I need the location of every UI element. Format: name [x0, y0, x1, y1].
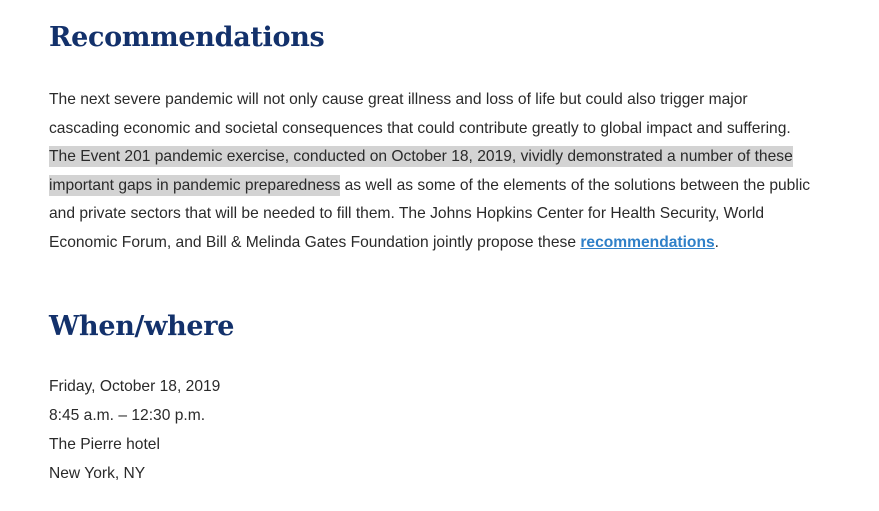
- recommendations-heading: Recommendations: [49, 22, 325, 53]
- recommendations-paragraph: [49, 86, 819, 258]
- event-date: Friday, October 18, 2019: [49, 378, 221, 395]
- paragraph-end-punctuation: .: [714, 233, 720, 251]
- highlighted-text: The Event 201 pandemic exercise, conducted on October 18, 2019, vividly demonstrated a number of these important gaps in pandemic preparedness: [49, 148, 793, 194]
- event-venue: The Pierre hotel: [49, 436, 160, 453]
- paragraph-continued-text: as well as some of the elements of the solutions between the public and private sectors that will be needed to fill them. The Johns Hopkins Center for Health Security, World Economic Forum, and Bill & Melinda Gates Foundation jointly propose these: [49, 176, 811, 251]
- paragraph-intro-text: The next severe pandemic will not only cause great illness and loss of life but could also trigger major cascading economic and societal consequences that could contribute greatly to global impact and suffering.: [49, 91, 791, 137]
- event-time: 8:45 a.m. – 12:30 p.m.: [49, 407, 206, 424]
- event-city: New York, NY: [49, 465, 146, 482]
- recommendations-link[interactable]: recommendations: [580, 233, 715, 251]
- when-where-heading: When/where: [49, 311, 235, 342]
- event-details-list: [49, 372, 220, 488]
